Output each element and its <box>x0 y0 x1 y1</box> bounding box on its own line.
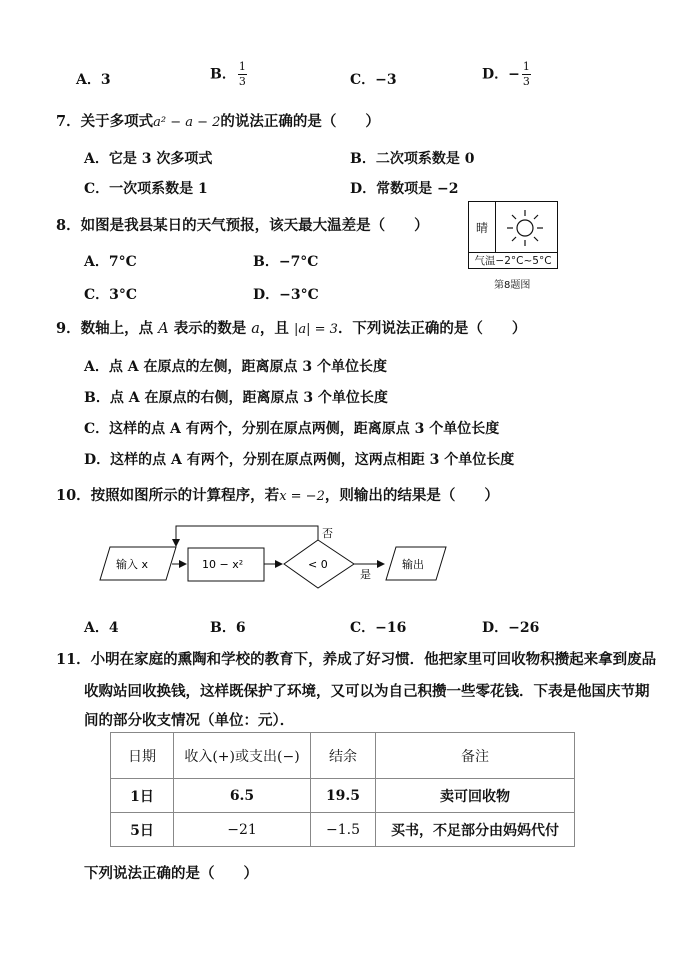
q9-option-b: B．点 A 在原点的右侧，距离原点 3 个单位长度 <box>84 390 388 406</box>
flow-process-label: 10 − x² <box>202 558 244 571</box>
fraction-denominator: 3 <box>238 75 246 88</box>
q9-suffix: ．下列说法正确的是（ ） <box>337 320 527 337</box>
q9-option-c: C．这样的点 A 有两个，分别在原点两侧，距离原点 3 个单位长度 <box>84 421 500 437</box>
table-row <box>111 779 575 813</box>
q7-stem <box>56 110 380 131</box>
q10-prefix: 10．按照如图所示的计算程序，若 <box>56 487 280 504</box>
table-cell: 6.5 <box>174 779 311 813</box>
table-row <box>111 813 575 847</box>
q10-suffix: ，则输出的结果是（ ） <box>324 487 499 504</box>
table-cell: 19.5 <box>311 779 376 813</box>
q10-option-b: B．6 <box>210 620 246 636</box>
income-expense-table <box>110 732 575 847</box>
q11-line-1: 11．小明在家庭的熏陶和学校的教育下，养成了好习惯．他把家里可回收物积攒起来拿到废品 <box>56 651 657 668</box>
weather-forecast-box <box>468 201 558 269</box>
q9-point: A <box>158 321 169 337</box>
header-income-expense: 收入(+)或支出(−) <box>174 733 311 779</box>
q9-mid1: 表示的数是 <box>173 320 247 337</box>
q7-option-a: A．它是 3 次多项式 <box>84 151 213 167</box>
header-remark: 备注 <box>376 733 575 779</box>
figure-caption: 第8题图 <box>494 280 531 291</box>
q11-line-2: 收购站回收换钱，这样既保护了环境，又可以为自己积攒一些零花钱．下表是他国庆节期 <box>84 683 650 700</box>
fraction-numerator: 1 <box>238 60 246 73</box>
q9-absolute-value: |a| = 3 <box>293 322 338 337</box>
q8-stem: 8．如图是我县某日的天气预报，该天最大温差是（ ） <box>56 217 429 234</box>
q6-option-c: C．−3 <box>350 72 397 88</box>
header-balance: 结余 <box>311 733 376 779</box>
q7-polynomial: a² − a − 2 <box>153 115 221 130</box>
q8-option-c: C．3°C <box>84 287 138 303</box>
table-header-row <box>111 733 575 779</box>
q8-option-a: A．7°C <box>84 254 137 270</box>
q6-option-a: A．3 <box>76 72 111 88</box>
fraction-denominator: 3 <box>522 75 530 88</box>
table-cell: −21 <box>174 813 311 847</box>
q11-footer: 下列说法正确的是（ ） <box>84 865 258 882</box>
table-cell: 买书，不足部分由妈妈代付 <box>376 813 575 847</box>
q7-option-c: C．一次项系数是 1 <box>84 181 208 197</box>
flowchart <box>96 520 456 590</box>
q6-option-d-fraction <box>522 61 531 88</box>
q9-option-d: D．这样的点 A 有两个，分别在原点两侧，这两点相距 3 个单位长度 <box>84 452 515 468</box>
q10-option-c: C．−16 <box>350 620 407 636</box>
q10-option-a: A．4 <box>84 620 119 636</box>
q7-option-d: D．常数项是 −2 <box>350 181 459 197</box>
sun-icon <box>505 208 545 248</box>
table-cell: 1日 <box>111 779 174 813</box>
q9-mid2: ，且 <box>259 320 289 337</box>
q6-option-b <box>210 61 247 88</box>
q9-prefix: 9．数轴上，点 <box>56 320 154 337</box>
q9-variable: a <box>251 321 260 337</box>
flow-input-label: 输入 x <box>116 558 149 571</box>
q9-option-a: A．点 A 在原点的左侧，距离原点 3 个单位长度 <box>84 359 387 375</box>
flow-no-loop <box>176 526 318 546</box>
flow-yes-label: 是 <box>360 568 371 581</box>
q10-condition: x = −2 <box>279 489 325 504</box>
table-cell: −1.5 <box>311 813 376 847</box>
weather-label: 晴 <box>469 202 496 252</box>
header-date: 日期 <box>111 733 174 779</box>
flow-output-label: 输出 <box>402 558 424 571</box>
q10-option-d: D．−26 <box>482 620 540 636</box>
q7-option-b: B．二次项系数是 0 <box>350 151 475 167</box>
flow-no-label: 否 <box>322 527 333 540</box>
q6-option-b-fraction <box>238 61 247 88</box>
q6-option-d <box>482 61 531 88</box>
q8-option-d: D．−3°C <box>253 287 319 303</box>
weather-temperature: 气温−2°C~5°C <box>469 252 557 269</box>
q7-prefix: 7．关于多项式 <box>56 113 154 130</box>
q11-line-3: 间的部分收支情况（单位：元）． <box>84 712 295 729</box>
flow-decision-label: < 0 <box>308 558 328 571</box>
fraction-numerator: 1 <box>522 60 530 73</box>
q9-stem <box>56 317 526 338</box>
q7-suffix: 的说法正确的是（ ） <box>220 113 380 130</box>
table-cell: 卖可回收物 <box>376 779 575 813</box>
table-cell: 5日 <box>111 813 174 847</box>
q10-stem <box>56 484 499 505</box>
q6-option-d-label: D．− <box>482 66 520 83</box>
q8-option-b: B．−7°C <box>253 254 319 270</box>
q6-option-b-label: B． <box>210 66 236 83</box>
